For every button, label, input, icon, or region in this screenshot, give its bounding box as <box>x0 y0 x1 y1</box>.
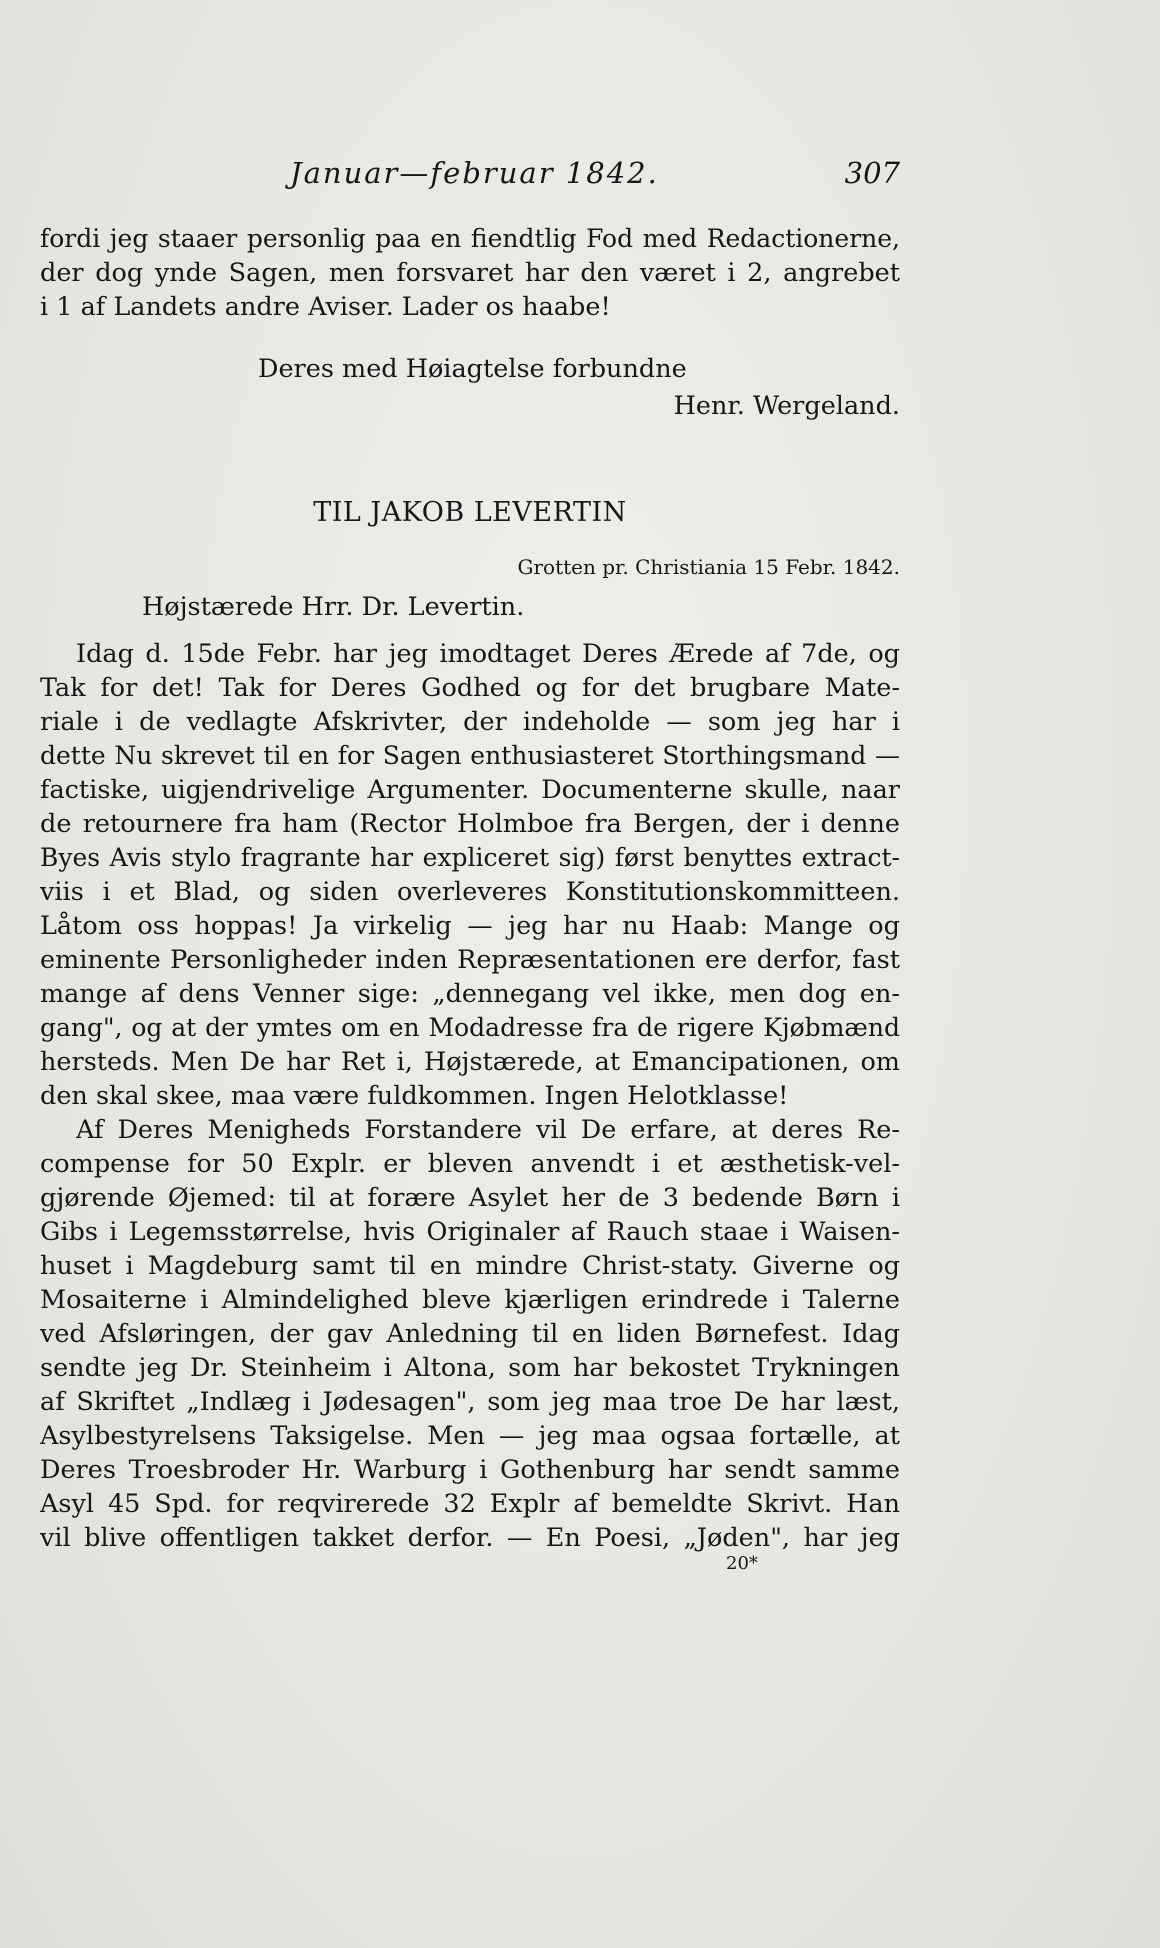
body-line: sendte jeg Dr. Steinheim i Altona, som har bekostet Trykningen <box>40 1353 900 1383</box>
body-line: dette Nu skrevet til en for Sagen enthusiasteret Storthingsmand — <box>40 741 900 770</box>
body-line: compense for 50 Explr. er bleven anvendt i et æsthetisk-vel- <box>40 1149 900 1179</box>
page-number: 307 <box>844 156 900 190</box>
body-line: i 1 af Landets andre Aviser. Lader os haabe! <box>40 292 611 322</box>
body-line: viis i et Blad, og siden overleveres Konstitutionskommitteen. <box>40 877 900 907</box>
body-line: huset i Magdeburg samt til en mindre Christ-staty. Giverne og <box>40 1251 900 1281</box>
body-line: Byes Avis stylo fragrante har expliceret sig) først benyttes extract- <box>40 843 900 872</box>
body-line: den skal skee, maa være fuldkommen. Ingen Helotklasse! <box>40 1081 789 1111</box>
body-line: Asylbestyrelsens Taksigelse. Men — jeg maa ogsaa fortælle, at <box>40 1421 900 1451</box>
body-line: fordi jeg staaer personlig paa en fiendtlig Fod med Redactionerne, <box>40 224 900 253</box>
letter-dateline: Grotten pr. Christiania 15 Febr. 1842. <box>517 555 900 579</box>
signature-mark: 20* <box>726 1553 758 1574</box>
body-line: Idag d. 15de Febr. har jeg imodtaget Deres Ærede af 7de, og <box>76 639 900 669</box>
body-line: Gibs i Legemsstørrelse, hvis Originaler af Rauch staae i Waisen- <box>40 1217 900 1247</box>
body-line: Asyl 45 Spd. for reqvirerede 32 Explr af bemeldte Skrivt. Han <box>40 1489 900 1519</box>
body-line: hersteds. Men De har Ret i, Højstærede, at Emancipationen, om <box>40 1047 900 1077</box>
running-head: Januar—februar 1842. <box>290 156 659 190</box>
body-line: Låtom oss hoppas! Ja virkelig — jeg har nu Haab: Mange og <box>40 911 900 941</box>
letter-signature: Henr. Wergeland. <box>673 391 900 421</box>
body-line: der dog ynde Sagen, men forsvaret har den været i 2, angrebet <box>40 258 900 288</box>
body-line: vil blive offentligen takket derfor. — En Poesi, „Jøden", har jeg <box>40 1523 900 1553</box>
body-line: ved Afsløringen, der gav Anledning til en liden Børnefest. Idag <box>40 1319 900 1349</box>
letter-closing: Deres med Høiagtelse forbundne <box>258 354 687 384</box>
body-line: Tak for det! Tak for Deres Godhed og for det brugbare Mate- <box>40 673 900 703</box>
letter-heading: TIL JAKOB LEVERTIN <box>313 497 627 528</box>
page-header <box>40 150 900 198</box>
body-line: Mosaiterne i Almindelighed bleve kjærligen erindrede i Talerne <box>40 1285 900 1315</box>
body-line: eminente Personligheder inden Repræsentationen ere derfor, fast <box>40 945 900 975</box>
body-line: mange af dens Venner sige: „dennegang vel ikke, men dog en- <box>40 979 900 1009</box>
body-line: Af Deres Menigheds Forstandere vil De erfare, at deres Re- <box>76 1115 900 1145</box>
body-line: Deres Troesbroder Hr. Warburg i Gothenburg har sendt samme <box>40 1455 900 1485</box>
body-line: af Skriftet „Indlæg i Jødesagen", som jeg maa troe De har læst, <box>40 1387 900 1417</box>
body-line: de retournere fra ham (Rector Holmboe fra Bergen, der i denne <box>40 809 900 839</box>
body-line: factiske, uigjendrivelige Argumenter. Documenterne skulle, naar <box>40 775 900 805</box>
body-line: gjørende Øjemed: til at forære Asylet her de 3 bedende Børn i <box>40 1183 900 1213</box>
body-line: gang", og at der ymtes om en Modadresse fra de rigere Kjøbmænd <box>40 1013 900 1042</box>
body-line: riale i de vedlagte Afskrivter, der indeholde — som jeg har i <box>40 707 900 737</box>
letter-salutation: Højstærede Hrr. Dr. Levertin. <box>142 592 525 622</box>
